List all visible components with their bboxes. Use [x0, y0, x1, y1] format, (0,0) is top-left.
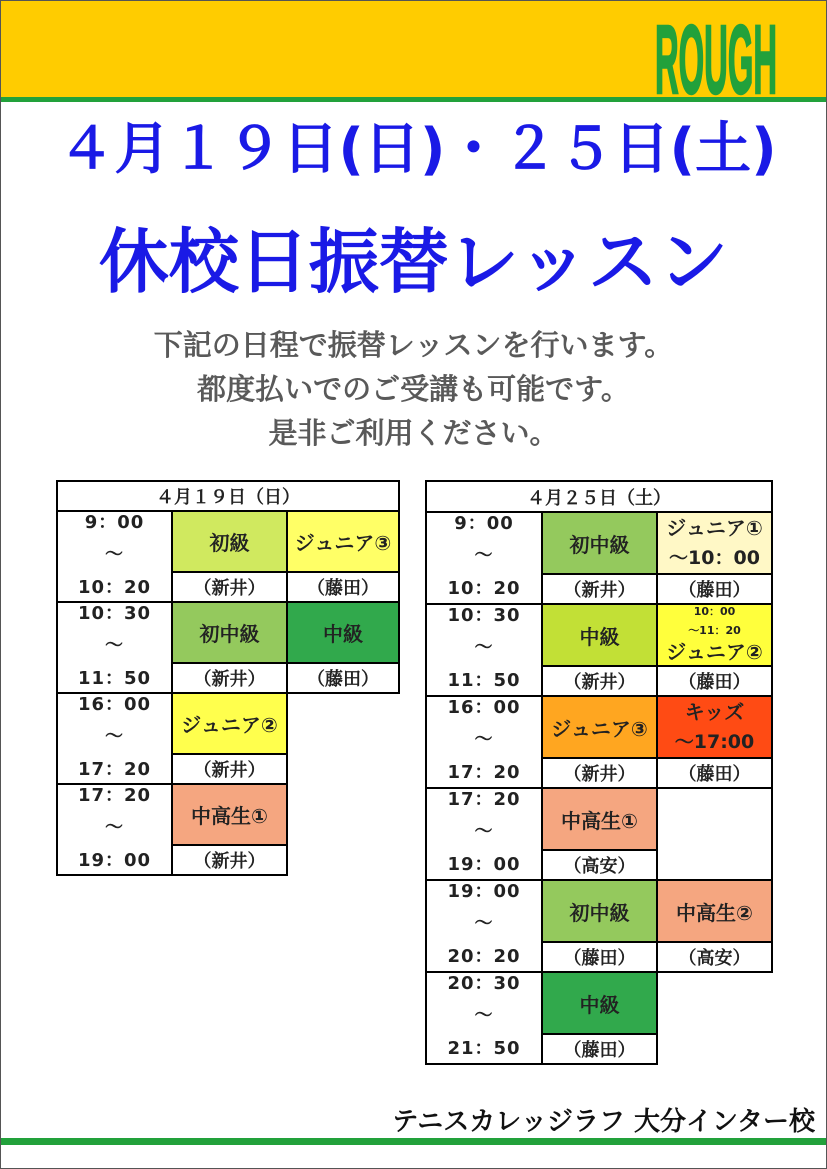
lesson-cell	[656, 695, 773, 759]
time-end: 17：20	[77, 759, 152, 780]
lesson-cell: 中級	[286, 601, 400, 664]
time-end: 19：00	[447, 854, 521, 875]
time-cell	[425, 695, 543, 789]
coach-cell: （高安）	[656, 941, 773, 973]
lesson-label: ジュニア②	[666, 640, 763, 664]
lesson-cell: 中高生②	[656, 879, 773, 943]
intro-line: 都度払いでのご受講も可能です。	[197, 372, 630, 406]
coach-cell: （藤田）	[541, 941, 658, 973]
lesson-cell: 初中級	[541, 879, 658, 943]
schedule-table-apr19	[56, 480, 400, 876]
coach-cell: （新井）	[171, 662, 288, 694]
time-tilde: ～	[474, 1005, 494, 1026]
time-end: 11：50	[447, 670, 521, 691]
footer-stripe	[0, 1138, 827, 1145]
time-start: 16：00	[77, 694, 152, 715]
coach-cell: （新井）	[541, 757, 658, 789]
lesson-cell: ジュニア③	[286, 510, 400, 573]
coach-cell: （藤田）	[656, 573, 773, 605]
coach-cell: （高安）	[541, 849, 658, 881]
intro-line: 下記の日程で振替レッスンを行います。	[153, 328, 674, 362]
time-start: 9：00	[84, 512, 145, 533]
time-tilde: ～	[105, 544, 124, 565]
time-tilde: ～	[474, 821, 494, 842]
title-main: 休校日振替レッスン	[98, 221, 729, 303]
lesson-label: ジュニア①	[666, 516, 763, 540]
footer-school-name: テニスカレッジラフ 大分インター校	[392, 1107, 815, 1137]
coach-cell: （新井）	[171, 844, 288, 876]
lesson-cell: 中級	[541, 971, 658, 1035]
table-date-header: ４月２５日（土）	[425, 480, 773, 513]
empty-cell	[656, 787, 773, 881]
coach-cell: （新井）	[541, 573, 658, 605]
time-cell	[56, 692, 173, 785]
coach-cell: （新井）	[171, 571, 288, 603]
time-tilde: ～	[474, 913, 494, 934]
time-start: 17：20	[77, 785, 152, 806]
lesson-cell: ジュニア③	[541, 695, 658, 759]
lesson-cell: 初級	[171, 510, 288, 573]
lesson-cell: 中級	[541, 603, 658, 667]
time-start: 17：20	[447, 789, 521, 810]
time-cell	[56, 783, 173, 876]
header-stripe	[0, 97, 827, 102]
lesson-cell: 中高生①	[171, 783, 288, 846]
time-tilde: ～	[474, 637, 494, 658]
time-start: 16：00	[447, 697, 521, 718]
time-cell	[56, 601, 173, 694]
time-end: 20：20	[447, 946, 521, 967]
time-end: 11：50	[77, 668, 152, 689]
time-cell	[56, 510, 173, 603]
lesson-cell	[656, 511, 773, 575]
intro-line: 是非ご利用ください。	[268, 416, 559, 450]
lesson-end-note: ～10：00	[669, 547, 760, 569]
lesson-end-note: ～17:00	[674, 731, 755, 753]
time-tilde: ～	[105, 726, 124, 747]
coach-cell: （藤田）	[286, 662, 400, 694]
lesson-cell: ジュニア②	[171, 692, 288, 755]
time-cell	[425, 511, 543, 605]
time-tilde: ～	[474, 729, 494, 750]
lesson-label: キッズ	[684, 700, 745, 724]
time-cell	[425, 603, 543, 697]
coach-cell: （新井）	[541, 665, 658, 697]
schedule-table-apr25	[425, 480, 773, 1065]
coach-cell: （藤田）	[286, 571, 400, 603]
coach-cell: （藤田）	[541, 1033, 658, 1065]
coach-cell: （藤田）	[656, 757, 773, 789]
lesson-cell	[656, 603, 773, 667]
lesson-cell: 中高生①	[541, 787, 658, 851]
rough-logo	[652, 20, 780, 96]
time-start: 10：30	[447, 605, 521, 626]
time-start: 9：00	[454, 513, 514, 534]
time-start: 10：30	[77, 603, 152, 624]
intro-text	[0, 323, 827, 455]
time-cell	[425, 787, 543, 881]
time-start: 19：00	[447, 881, 521, 902]
title-dates: ４月１９日(日)・２５日(土)	[58, 117, 777, 182]
time-tilde: ～	[105, 817, 124, 838]
time-end: 17：20	[447, 762, 521, 783]
lesson-cell: 初中級	[171, 601, 288, 664]
lesson-time-from: 10：00	[693, 605, 736, 618]
time-cell	[425, 971, 543, 1065]
coach-cell: （藤田）	[656, 665, 773, 697]
time-tilde: ～	[474, 545, 494, 566]
time-cell	[425, 879, 543, 973]
table-date-header: ４月１９日（日）	[56, 480, 400, 512]
lesson-cell: 初中級	[541, 511, 658, 575]
rough-logo-text: ROUGH	[655, 20, 777, 96]
time-tilde: ～	[105, 635, 124, 656]
time-end: 10：20	[77, 577, 152, 598]
coach-cell: （新井）	[171, 753, 288, 785]
time-end: 10：20	[447, 578, 521, 599]
time-start: 20：30	[447, 973, 521, 994]
time-end: 19：00	[77, 850, 152, 871]
time-end: 21：50	[447, 1038, 521, 1059]
lesson-time-to: ～11：20	[688, 624, 741, 637]
